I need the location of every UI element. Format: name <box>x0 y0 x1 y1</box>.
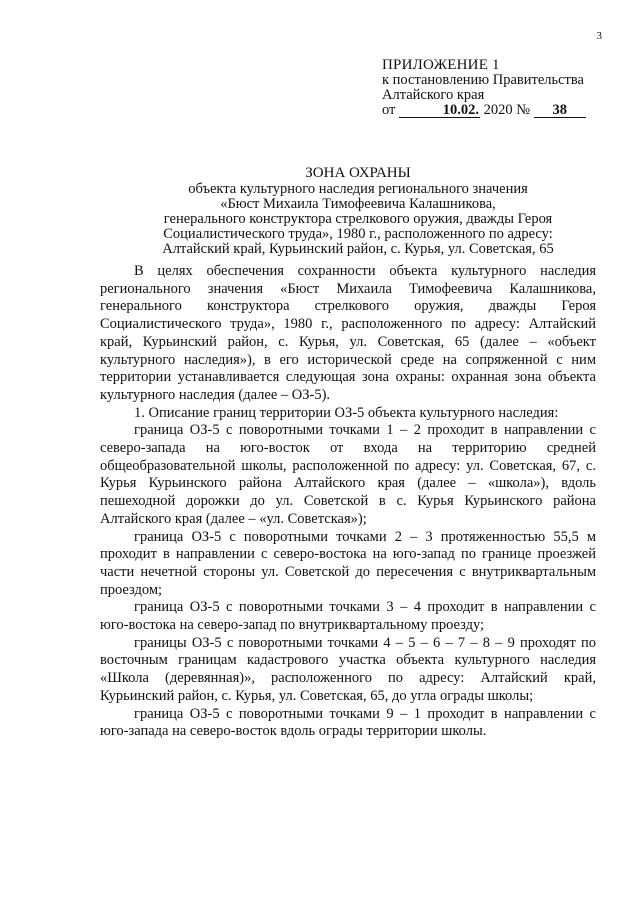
appendix-date-line <box>382 103 612 118</box>
appendix-title: ПРИЛОЖЕНИЕ 1 <box>382 57 500 73</box>
page-number: 3 <box>596 30 602 42</box>
heading-line: Алтайский край, Курьинский район, с. Курья, ул. Советская, 65 <box>162 241 554 257</box>
paragraph-intro: В целях обеспечения сохранности объекта культурного наследия регионального значения «Бюст Михаила Тимофеевича Калашникова, генерального конструктора стрелкового оружия, дважды Героя Социалистического труда», 1980 г., расположенного по адресу: Алтайский край, Курьинский район, с. Курья, ул. Советская, 65 (далее – «объект культурного наследия»), в его исторической среде на сопряженной с ним территории устанавливается следующая зона охраны: охранная зона объекта культурного наследия (далее – ОЗ-5). <box>100 263 596 403</box>
date-prefix: от <box>382 102 396 118</box>
document-heading <box>96 166 620 257</box>
appendix-line-1: к постановлению Правительства <box>382 72 584 88</box>
heading-line: «Бюст Михаила Тимофеевича Калашникова, <box>220 196 496 212</box>
paragraph-boundary-3-4: граница ОЗ-5 с поворотными точками 3 – 4 проходит в направлении с юго-востока на северо-запад по внутриквартальному проезду; <box>100 599 596 634</box>
heading-title: ЗОНА ОХРАНЫ <box>305 165 411 181</box>
appendix-line-2: Алтайского края <box>382 87 485 103</box>
document-body <box>100 263 596 741</box>
paragraph-boundary-1-2: граница ОЗ-5 с поворотными точками 1 – 2 проходит в направлении с северо-запада на юго-восток от входа на территорию средней общеобразовательной школы, расположенной по адресу: ул. Советская, 67, с. Курья Курьинского района Алтайского края (далее – «школа»), вдоль пешеходной дорожки до ул. Советской в с. Курья Курьинского района Алтайского края (далее – «ул. Советская»); <box>100 422 596 527</box>
heading-line: объекта культурного наследия регионального значения <box>188 181 528 197</box>
heading-line: генерального конструктора стрелкового оружия, дважды Героя <box>163 211 553 227</box>
paragraph-section-1: 1. Описание границ территории ОЗ-5 объекта культурного наследия: <box>134 404 559 421</box>
paragraph-boundary-2-3: граница ОЗ-5 с поворотными точками 2 – 3 протяженностью 55,5 м проходит в направлении с северо-востока на юго-запад по границе проезжей части нечетной стороны ул. Советской до пересечения с внутриквартальным проездом; <box>100 528 596 598</box>
paragraph-boundary-9-1: граница ОЗ-5 с поворотными точками 9 – 1 проходит в направлении с юго-запада на северо-восток вдоль ограды территории школы. <box>100 705 596 740</box>
decree-date: 10.02. <box>399 103 480 118</box>
decree-number: 38 <box>534 103 586 118</box>
paragraph-boundary-4-9: границы ОЗ-5 с поворотными точками 4 – 5 – 6 – 7 – 8 – 9 проходят по восточным границам кадастрового участка объекта культурного наследия «Школа (деревянная)», расположенного по адресу: Алтайский край, Курьинский район, с. Курья, ул. Советская, 65, до угла ограды школы; <box>100 634 596 704</box>
decree-year: 2020 № <box>483 102 531 118</box>
appendix-block <box>382 58 612 118</box>
heading-line: Социалистического труда», 1980 г., расположенного по адресу: <box>163 226 553 242</box>
